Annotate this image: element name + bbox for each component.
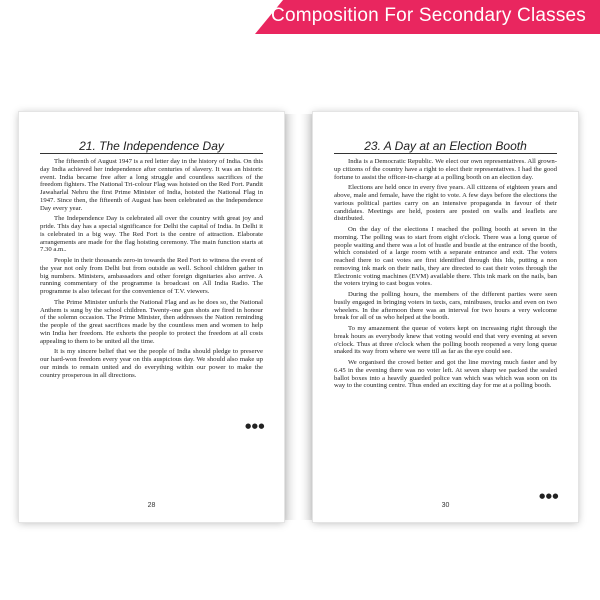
paragraph: The Independence Day is celebrated all over the country with great joy and pride. This day has a special significance for Delhi the capital of India. In Delhi it is celebrated in a big way. The Red Fort is the centre of attraction. Elaborate arrangements are made for the flag hoisting ceremony. The main function starts at 7.30 a.m.. <box>40 215 263 254</box>
end-mark: ●●● <box>245 422 265 430</box>
paragraph: People in their thousands zero-in towards the Red Fort to witness the event of the year not only from Delhi but from outside as well. School children gather in big numbers. Ministers, ambassadors and other foreign dignitaries also arrive. A running commentary of the programme is broadcast on All India Radio. The programme is also telecast for the convenience of T.V. viewers. <box>40 257 263 295</box>
left-page-title: 21. The Independence Day <box>79 139 224 153</box>
right-title-divider <box>334 153 557 154</box>
left-title-divider <box>40 153 263 154</box>
paragraph: It is my sincere belief that we the people of India should pledge to preserve our hard-won freedom every year on this auspicious day. We should also make up our minds to remain united and do everything within our power to make the country prosperous in all directions. <box>40 348 263 379</box>
paragraph: The fifteenth of August 1947 is a red letter day in the history of India. On this day India achieved her independence after centuries of slavery. It was an historic event. India became free after a long struggle and countless sacrifices of the freedom fighters. The National Tri-colour Flag was hoisted on the Red Fort. Pandit Jawaharlal Nehru the first Prime Minister of India, hoisted the National Flag in 1947. Since then, the fifteenth of August has been celebrated as the Independence Day every year. <box>40 158 263 212</box>
banner-title: Composition For Secondary Classes <box>271 5 586 26</box>
paragraph: India is a Democratic Republic. We elect our own representatives. All grown-up citizens of the country have a right to elect their representatives. I had the good fortune to assist the officer-in-charge at a polling booth on an election day. <box>334 158 557 181</box>
page-number: 30 <box>441 502 450 509</box>
paragraph: On the day of the elections I reached the polling booth at seven in the morning. The polling was to start from eight o'clock. There was a long queue of people waiting and there was a lot of hustle and bustle at the entrance of the booth, which consisted of a large room with a separate entrance and exit. The voters reached there to cast votes are first identified through this Ids, putting a non removing ink mark on their nails, they are directed to cast their votes through the Electronic voting machines (EVM) available there. This ink mark on the nails, ban the voters trying to cast bogus votes. <box>334 226 557 288</box>
right-page-title: 23. A Day at an Election Booth <box>364 139 527 153</box>
paragraph: Elections are held once in every five years. All citizens of eighteen years and above, male and female, have the right to vote. A few days before the elections the various political parties carry on an intensive propaganda in favour of their candidates. Meetings are held, posters are posted on walls and leaflets are distributed. <box>334 184 557 223</box>
end-mark: ●●● <box>539 492 559 500</box>
left-page-body <box>40 158 263 382</box>
paragraph: The Prime Minister unfurls the National Flag and as he does so, the National Anthem is sung by the school children. Twenty-one gun shots are fired in honour of the solemn occasion. The Prime Minister, then addresses the Nation reminding the people of the great sacrifices made by the countless men and women to help win India her freedom. He exhorts the people to protect the freedom at all costs appealing to them to be united all the time. <box>40 298 263 345</box>
page-number: 28 <box>147 502 156 509</box>
book-gutter-shadow-right <box>300 114 314 520</box>
paragraph: We organised the crowd better and got the line moving much faster and by 6.45 in the evening there was no voter left. At seven sharp we packed the sealed ballot boxes into a heavily guarded police van which was which was soon on its way to the counting centre. Thus ended an exciting day for me at a polling booth. <box>334 359 557 390</box>
right-page <box>313 112 578 522</box>
left-page <box>19 112 284 522</box>
book-gutter-shadow-left <box>283 114 297 520</box>
paragraph: During the polling hours, the members of the different parties were seen busily engaged in bringing voters in taxis, cars, minibuses, trucks and even on two wheelers. In the afternoon there was an interval for two hours a very welcome break for all of us who helped at the booth. <box>334 291 557 322</box>
paragraph: To my amazement the queue of voters kept on increasing right through the break hours as everybody knew that voting would end that very evening at seven o'clock. Thus at three o'clock when the polling booth reopened a very long queue snaked its way from where we were till as far as the eye could see. <box>334 325 557 356</box>
right-page-body <box>334 158 557 393</box>
